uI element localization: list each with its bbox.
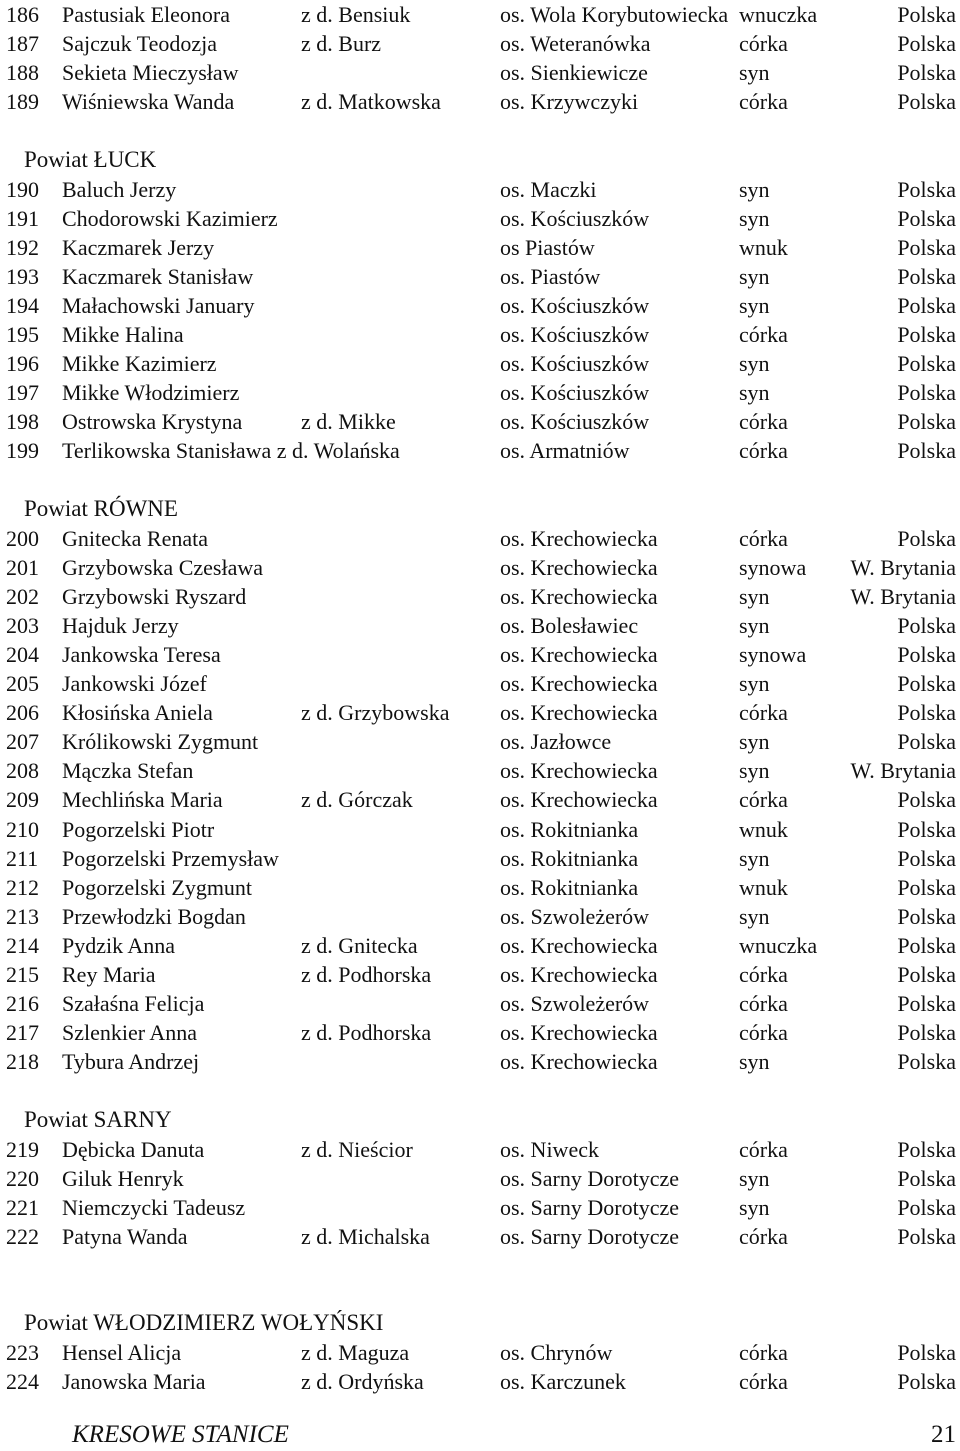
country: Polska	[897, 933, 956, 958]
settlement: os. Krechowiecka	[500, 758, 658, 783]
relation: syn	[739, 1195, 770, 1220]
country: W. Brytania	[850, 758, 956, 783]
relation: syn	[739, 846, 770, 871]
list-item	[0, 29, 960, 58]
section-heading: Powiat RÓWNE	[24, 496, 178, 521]
entry-number: 192	[6, 235, 39, 260]
relation: córka	[739, 438, 788, 463]
relation: synowa	[739, 555, 807, 580]
list-item	[0, 640, 960, 669]
entry-number: 188	[6, 60, 39, 85]
country: Polska	[897, 264, 956, 289]
section-heading: Powiat WŁODZIMIERZ WOŁYŃSKI	[24, 1310, 384, 1335]
entry-number: 190	[6, 177, 39, 202]
list-item	[0, 175, 960, 204]
person-name: Przewłodzki Bogdan	[62, 904, 246, 929]
settlement: os. Krechowiecka	[500, 1049, 658, 1074]
settlement: os. Kościuszków	[500, 409, 650, 434]
country: Polska	[897, 1020, 956, 1045]
list-item	[0, 902, 960, 931]
country: Polska	[897, 409, 956, 434]
relation: wnuk	[739, 817, 788, 842]
publication-title: KRESOWE STANICE	[72, 1421, 289, 1448]
settlement: os. Krechowiecka	[500, 671, 658, 696]
settlement: os. Kościuszków	[500, 351, 650, 376]
relation: córka	[739, 1137, 788, 1162]
relation: syn	[739, 671, 770, 696]
maiden-name: z d. Podhorska	[301, 962, 432, 987]
list-item	[0, 553, 960, 582]
settlement: os Piastów	[500, 235, 595, 260]
relation: córka	[739, 991, 788, 1016]
person-name: Pogorzelski Zygmunt	[62, 875, 253, 900]
list-item	[0, 291, 960, 320]
country: Polska	[897, 991, 956, 1016]
entry-number: 216	[6, 991, 39, 1016]
list-item	[0, 669, 960, 698]
country: W. Brytania	[850, 584, 956, 609]
list-item	[0, 58, 960, 87]
maiden-name: z d. Mikke	[301, 409, 396, 434]
relation: syn	[739, 584, 770, 609]
country: Polska	[897, 206, 956, 231]
settlement: os. Rokitnianka	[500, 875, 639, 900]
relation: córka	[739, 409, 788, 434]
list-item	[0, 1367, 960, 1396]
settlement: os. Krechowiecka	[500, 642, 658, 667]
entry-number: 212	[6, 875, 39, 900]
entry-number: 210	[6, 817, 39, 842]
person-name: Mechlińska Maria	[62, 787, 223, 812]
entry-number: 223	[6, 1340, 39, 1365]
list-item	[0, 87, 960, 116]
settlement: os. Kościuszków	[500, 206, 650, 231]
settlement: os. Krechowiecka	[500, 933, 658, 958]
relation: syn	[739, 206, 770, 231]
settlement: os. Wola Korybutowiecka	[500, 2, 729, 27]
maiden-name: z d. Ordyńska	[301, 1369, 424, 1394]
maiden-name: z d. Grzybowska	[301, 700, 450, 725]
list-item	[0, 1338, 960, 1367]
settlement: os. Krzywczyki	[500, 89, 639, 114]
relation: syn	[739, 177, 770, 202]
list-item	[0, 844, 960, 873]
relation: syn	[739, 904, 770, 929]
relation: wnuk	[739, 875, 788, 900]
person-name: Mikke Halina	[62, 322, 184, 347]
list-item	[0, 931, 960, 960]
list-item	[0, 233, 960, 262]
settlement: os. Szwoleżerów	[500, 991, 650, 1016]
entry-number: 204	[6, 642, 39, 667]
relation: syn	[739, 380, 770, 405]
country: Polska	[897, 438, 956, 463]
settlement: os. Kościuszków	[500, 380, 650, 405]
entry-number: 201	[6, 555, 39, 580]
settlement: os. Karczunek	[500, 1369, 626, 1394]
settlement: os. Krechowiecka	[500, 1020, 658, 1045]
country: Polska	[897, 671, 956, 696]
settlement: os. Rokitnianka	[500, 817, 639, 842]
list-item	[0, 785, 960, 814]
person-name: Małachowski January	[62, 293, 255, 318]
entry-number: 197	[6, 380, 39, 405]
country: Polska	[897, 700, 956, 725]
country: Polska	[897, 1224, 956, 1249]
settlement: os. Kościuszków	[500, 322, 650, 347]
section-heading: Powiat SARNY	[24, 1107, 172, 1132]
list-item	[0, 1193, 960, 1222]
person-name: Terlikowska Stanisława z d. Wolańska	[62, 438, 400, 463]
entry-number: 213	[6, 904, 39, 929]
entry-number: 211	[6, 846, 39, 871]
person-name: Pastusiak Eleonora	[62, 2, 231, 27]
person-name: Mikke Włodzimierz	[62, 380, 240, 405]
relation: syn	[739, 351, 770, 376]
entry-number: 220	[6, 1166, 39, 1191]
person-name: Sekieta Mieczysław	[62, 60, 239, 85]
country: Polska	[897, 177, 956, 202]
person-name: Rey Maria	[62, 962, 156, 987]
maiden-name: z d. Matkowska	[301, 89, 441, 114]
list-item	[0, 698, 960, 727]
maiden-name: z d. Nieścior	[301, 1137, 413, 1162]
country: Polska	[897, 2, 956, 27]
list-item	[0, 756, 960, 785]
country: Polska	[897, 962, 956, 987]
relation: córka	[739, 526, 788, 551]
person-name: Sajczuk Teodozja	[62, 31, 218, 56]
settlement: os. Sarny Dorotycze	[500, 1195, 680, 1220]
list-item	[0, 727, 960, 756]
country: Polska	[897, 817, 956, 842]
country: Polska	[897, 1049, 956, 1074]
relation: syn	[739, 293, 770, 318]
list-item	[0, 524, 960, 553]
entry-number: 191	[6, 206, 39, 231]
entry-number: 207	[6, 729, 39, 754]
person-name: Szlenkier Anna	[62, 1020, 198, 1045]
country: Polska	[897, 1166, 956, 1191]
settlement: os. Krechowiecka	[500, 526, 658, 551]
settlement: os. Sarny Dorotycze	[500, 1166, 680, 1191]
list-item	[0, 873, 960, 902]
person-name: Baluch Jerzy	[62, 177, 177, 202]
settlement: os. Sarny Dorotycze	[500, 1224, 680, 1249]
entry-number: 224	[6, 1369, 39, 1394]
settlement: os. Niweck	[500, 1137, 599, 1162]
person-name: Królikowski Zygmunt	[62, 729, 259, 754]
page-footer	[0, 1420, 960, 1450]
relation: córka	[739, 1020, 788, 1045]
person-name: Szałaśna Felicja	[62, 991, 205, 1016]
entry-number: 205	[6, 671, 39, 696]
person-name: Pogorzelski Przemysław	[62, 846, 279, 871]
country: Polska	[897, 351, 956, 376]
entry-number: 217	[6, 1020, 39, 1045]
person-name: Kaczmarek Jerzy	[62, 235, 215, 260]
entry-number: 206	[6, 700, 39, 725]
list-item	[0, 262, 960, 291]
entry-number: 218	[6, 1049, 39, 1074]
entry-number: 194	[6, 293, 39, 318]
list-item	[0, 436, 960, 465]
section-heading: Powiat ŁUCK	[24, 147, 157, 172]
entry-number: 189	[6, 89, 39, 114]
person-name: Giluk Henryk	[62, 1166, 184, 1191]
person-name: Grzybowski Ryszard	[62, 584, 247, 609]
entry-number: 202	[6, 584, 39, 609]
maiden-name: z d. Michalska	[301, 1224, 430, 1249]
maiden-name: z d. Burz	[301, 31, 382, 56]
maiden-name: z d. Bensiuk	[301, 2, 411, 27]
entry-number: 214	[6, 933, 39, 958]
entry-number: 221	[6, 1195, 39, 1220]
relation: córka	[739, 1224, 788, 1249]
relation: córka	[739, 962, 788, 987]
list-item	[0, 989, 960, 1018]
person-name: Niemczycki Tadeusz	[62, 1195, 246, 1220]
maiden-name: z d. Gnitecka	[301, 933, 418, 958]
relation: syn	[739, 264, 770, 289]
relation: wnuczka	[739, 933, 818, 958]
settlement: os. Weteranówka	[500, 31, 651, 56]
person-name: Patyna Wanda	[62, 1224, 188, 1249]
relation: córka	[739, 31, 788, 56]
relation: syn	[739, 60, 770, 85]
entry-number: 196	[6, 351, 39, 376]
list-item	[0, 1047, 960, 1076]
settlement: os. Krechowiecka	[500, 787, 658, 812]
person-name: Pydzik Anna	[62, 933, 176, 958]
list-item	[0, 378, 960, 407]
person-name: Pogorzelski Piotr	[62, 817, 215, 842]
country: Polska	[897, 293, 956, 318]
country: W. Brytania	[850, 555, 956, 580]
settlement: os. Krechowiecka	[500, 555, 658, 580]
country: Polska	[897, 729, 956, 754]
entry-number: 193	[6, 264, 39, 289]
list-item	[0, 960, 960, 989]
settlement: os. Bolesławiec	[500, 613, 639, 638]
list-item	[0, 1018, 960, 1047]
person-name: Mączka Stefan	[62, 758, 194, 783]
relation: wnuk	[739, 235, 788, 260]
country: Polska	[897, 787, 956, 812]
person-name: Chodorowski Kazimierz	[62, 206, 278, 231]
entry-number: 198	[6, 409, 39, 434]
list-item	[0, 611, 960, 640]
person-name: Wiśniewska Wanda	[62, 89, 235, 114]
person-name: Kaczmarek Stanisław	[62, 264, 254, 289]
person-name: Jankowska Teresa	[62, 642, 221, 667]
list-item	[0, 349, 960, 378]
relation: synowa	[739, 642, 807, 667]
settlement: os. Chrynów	[500, 1340, 613, 1365]
country: Polska	[897, 31, 956, 56]
country: Polska	[897, 1369, 956, 1394]
person-name: Janowska Maria	[62, 1369, 206, 1394]
person-name: Gnitecka Renata	[62, 526, 208, 551]
page-number: 21	[931, 1421, 956, 1448]
entry-number: 203	[6, 613, 39, 638]
entry-number: 199	[6, 438, 39, 463]
country: Polska	[897, 322, 956, 347]
maiden-name: z d. Maguza	[301, 1340, 410, 1365]
relation: córka	[739, 1340, 788, 1365]
relation: córka	[739, 700, 788, 725]
country: Polska	[897, 875, 956, 900]
settlement: os. Szwoleżerów	[500, 904, 650, 929]
relation: córka	[739, 89, 788, 114]
list-item	[0, 582, 960, 611]
list-item	[0, 815, 960, 844]
settlement: os. Krechowiecka	[500, 700, 658, 725]
relation: syn	[739, 1166, 770, 1191]
relation: syn	[739, 613, 770, 638]
settlement: os. Krechowiecka	[500, 962, 658, 987]
relation: córka	[739, 1369, 788, 1394]
settlement: os. Rokitnianka	[500, 846, 639, 871]
person-name: Ostrowska Krystyna	[62, 409, 243, 434]
relation: syn	[739, 729, 770, 754]
settlement: os. Maczki	[500, 177, 597, 202]
country: Polska	[897, 89, 956, 114]
country: Polska	[897, 1195, 956, 1220]
list-item	[0, 320, 960, 349]
maiden-name: z d. Górczak	[301, 787, 413, 812]
country: Polska	[897, 904, 956, 929]
relation: syn	[739, 758, 770, 783]
entry-number: 186	[6, 2, 39, 27]
settlement: os. Krechowiecka	[500, 584, 658, 609]
list-item	[0, 407, 960, 436]
country: Polska	[897, 613, 956, 638]
entry-number: 215	[6, 962, 39, 987]
entry-number: 219	[6, 1137, 39, 1162]
relation: córka	[739, 787, 788, 812]
country: Polska	[897, 60, 956, 85]
list-item	[0, 204, 960, 233]
maiden-name: z d. Podhorska	[301, 1020, 432, 1045]
person-name: Tybura Andrzej	[62, 1049, 200, 1074]
settlement: os. Piastów	[500, 264, 601, 289]
country: Polska	[897, 1137, 956, 1162]
relation: córka	[739, 322, 788, 347]
settlement: os. Armatniów	[500, 438, 630, 463]
person-name: Kłosińska Aniela	[62, 700, 213, 725]
country: Polska	[897, 526, 956, 551]
person-name: Hensel Alicja	[62, 1340, 182, 1365]
relation: syn	[739, 1049, 770, 1074]
person-name: Jankowski Józef	[62, 671, 207, 696]
country: Polska	[897, 846, 956, 871]
entry-number: 209	[6, 787, 39, 812]
list-item	[0, 1135, 960, 1164]
settlement: os. Sienkiewicze	[500, 60, 648, 85]
settlement: os. Jazłowce	[500, 729, 612, 754]
person-name: Dębicka Danuta	[62, 1137, 205, 1162]
list-item	[0, 1164, 960, 1193]
entry-number: 208	[6, 758, 39, 783]
list-item	[0, 1222, 960, 1251]
list-item	[0, 0, 960, 29]
person-name: Hajduk Jerzy	[62, 613, 179, 638]
country: Polska	[897, 380, 956, 405]
entry-number: 200	[6, 526, 39, 551]
entry-number: 187	[6, 31, 39, 56]
person-name: Mikke Kazimierz	[62, 351, 217, 376]
entry-number: 222	[6, 1224, 39, 1249]
relation: wnuczka	[739, 2, 818, 27]
country: Polska	[897, 1340, 956, 1365]
person-name: Grzybowska Czesława	[62, 555, 263, 580]
country: Polska	[897, 235, 956, 260]
entry-number: 195	[6, 322, 39, 347]
settlement: os. Kościuszków	[500, 293, 650, 318]
country: Polska	[897, 642, 956, 667]
